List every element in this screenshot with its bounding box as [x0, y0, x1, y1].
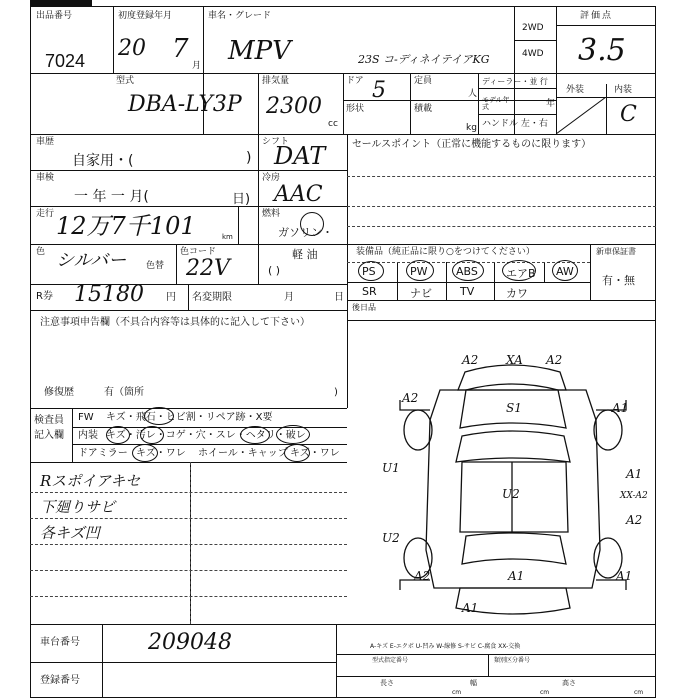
- footer-width: 幅: [470, 679, 477, 687]
- footer-cm-2: cm: [540, 689, 550, 696]
- recycle-value: 15180: [74, 282, 144, 307]
- repair-label: 修復歴: [44, 387, 74, 398]
- diagram-damage-marks: [382, 353, 648, 615]
- equip-aw: AW: [556, 265, 574, 278]
- footer-field2: 類別区分番号: [494, 657, 531, 664]
- drive-2wd: 2WD: [522, 23, 544, 33]
- circle-int-wear: [240, 426, 270, 444]
- reg-label: 初度登録年月: [118, 11, 173, 21]
- svg-text:S1: S1: [506, 401, 522, 415]
- inspector-r3b-head: ホイール・キャップ: [198, 448, 288, 459]
- inspect-value: 一 年 一 月(: [74, 189, 149, 205]
- footer-height: 高さ: [562, 679, 576, 687]
- circle-int-scratch: [106, 426, 130, 444]
- ac-label: 冷房: [262, 173, 281, 183]
- dealer-label: ディーラー・並 行: [482, 77, 548, 86]
- color-label: 色: [36, 247, 46, 257]
- svg-text:A2: A2: [414, 569, 431, 583]
- month-unit: 月: [192, 61, 202, 71]
- fuel-diesel: 軽 油: [292, 248, 318, 261]
- fuel-paren: ( ): [268, 264, 281, 277]
- exterior-slash: [556, 97, 606, 134]
- doors-value: 5: [372, 78, 386, 103]
- model-label: 型式: [116, 76, 135, 86]
- inspector-r1: キズ・飛石・ヒビ割・リペア跡・X要: [106, 412, 273, 423]
- drive-4wd: 4WD: [522, 49, 544, 59]
- svg-text:A1: A1: [626, 467, 643, 481]
- circle-mirror: [132, 444, 158, 462]
- history-value: 自家用・(: [72, 153, 134, 169]
- svg-text:A2: A2: [462, 353, 479, 367]
- circle-airbag: [502, 260, 536, 281]
- equip-tv: TV: [460, 285, 475, 298]
- inspector-r2: キズ・汚レ・コゲ・穴・スレ・ヘタリ・破レ: [106, 430, 306, 441]
- equip-pw: PW: [410, 265, 428, 278]
- year-unit: 年: [546, 99, 556, 109]
- circle-pw: [406, 260, 434, 281]
- legend: A-キズ E-エクボ U-凹み W-線修 S-サビ C-腐食 XX-交換: [370, 643, 521, 650]
- equip-abs: ABS: [456, 265, 478, 278]
- circle-ps: [358, 261, 384, 281]
- equip-navi: ナビ: [410, 287, 432, 300]
- note-2: 下廻りサビ: [40, 498, 116, 516]
- shift-label: シフト: [262, 137, 290, 147]
- capacity-label: 定員: [414, 76, 433, 86]
- inspector-label: 検査員 記入欄: [34, 415, 64, 441]
- mileage-label: 走行: [36, 209, 55, 219]
- svg-text:A1: A1: [508, 569, 525, 583]
- circle-abs: [452, 260, 484, 281]
- yen-label: 円: [166, 292, 176, 303]
- model-year-label: モデル年式: [482, 96, 510, 111]
- circle-chip: [144, 407, 174, 425]
- repair-close: ): [334, 387, 338, 398]
- model-value: DBA-LY3P: [128, 92, 242, 117]
- interior-score: C: [620, 102, 637, 127]
- color-code: 22V: [186, 256, 230, 281]
- svg-text:U2: U2: [502, 487, 520, 501]
- equip-sr: SR: [362, 285, 377, 298]
- svg-text:A1: A1: [612, 401, 629, 415]
- nc-month: 月: [284, 292, 294, 303]
- caution-label: 注意事項申告欄（不具合内容等は具体的に記入して下さい）: [40, 317, 310, 328]
- load-unit: kg: [466, 123, 477, 133]
- svg-text:A2: A2: [546, 353, 563, 367]
- inspector-r1-head: FW: [78, 412, 94, 423]
- header-black-tab: [30, 0, 92, 7]
- note-1: Rスポイアキセ: [40, 472, 141, 490]
- svg-text:U2: U2: [382, 531, 400, 545]
- color-change-label: 色替: [146, 261, 165, 271]
- ac-value: AAC: [274, 182, 323, 207]
- name-change-label: 名変期限: [192, 292, 232, 303]
- svg-text:XA: XA: [506, 353, 523, 367]
- disp-label: 排気量: [262, 76, 290, 86]
- name-label: 車名・グレード: [208, 11, 272, 21]
- km-unit: km: [222, 233, 233, 241]
- inspect-day: 日): [232, 192, 251, 207]
- car-diagram: [370, 350, 670, 625]
- color-code-label: 色コード: [180, 247, 217, 257]
- circle-wheel: [284, 444, 310, 462]
- sales-label: セールスポイント（正常に機能するものに限ります）: [352, 139, 592, 150]
- svg-text:XX-A2: XX-A2: [620, 491, 648, 501]
- footer-field1: 型式指定番号: [372, 657, 409, 664]
- equip-ps: PS: [362, 265, 376, 278]
- nc-day: 日: [334, 292, 344, 303]
- history-label: 車歴: [36, 137, 55, 147]
- load-label: 積載: [414, 104, 433, 114]
- later-label: 後日品: [352, 303, 376, 312]
- inspect-label: 車検: [36, 173, 55, 183]
- equip-airbag: エアB: [506, 267, 536, 280]
- lot-number: 7024: [45, 51, 86, 71]
- note-3: 各キズ凹: [40, 524, 100, 542]
- svg-text:U1: U1: [382, 461, 400, 475]
- circle-int-sag: [276, 425, 310, 444]
- shift-value: DAT: [274, 142, 326, 170]
- spare-label: 新車保証書: [596, 247, 636, 256]
- chassis-value: 209048: [148, 630, 232, 655]
- chassis-label: 車台番号: [40, 637, 80, 648]
- capacity-unit: 人: [468, 89, 478, 99]
- door-label: ドア: [346, 76, 364, 86]
- interior-label: 内装: [614, 85, 633, 95]
- inspector-r2-head: 内装: [78, 430, 98, 441]
- footer-cm-3: cm: [634, 689, 644, 696]
- color-value: シルバー: [56, 250, 127, 271]
- svg-text:A2: A2: [626, 513, 643, 527]
- displacement: 2300: [266, 94, 322, 119]
- score-label: 評価点: [580, 11, 614, 21]
- svg-text:A1: A1: [616, 569, 633, 583]
- footer-cm-1: cm: [452, 689, 462, 696]
- equip-leather: カワ: [506, 287, 528, 300]
- svg-text:A2: A2: [402, 391, 419, 405]
- fuel-gas-circle: [300, 212, 324, 236]
- reg-year: 20: [118, 36, 146, 61]
- handle-label: ハンドル 左・右: [482, 119, 548, 129]
- fuel-gas: ガソリン・: [278, 226, 333, 239]
- recycle-label: R券: [36, 291, 53, 302]
- exterior-label: 外装: [566, 85, 585, 95]
- disp-unit: cc: [328, 119, 338, 129]
- history-close: ): [246, 150, 252, 166]
- grade: 23S コ-ディネイテイアKG: [358, 53, 490, 66]
- repair-value: 有（箇所: [104, 387, 144, 398]
- fuel-label: 燃料: [262, 209, 281, 219]
- inspector-r3: キズ・ワレ: [136, 448, 186, 459]
- score: 3.5: [578, 33, 626, 68]
- circle-int-dirt: [140, 426, 164, 444]
- spare-value: 有・無: [602, 274, 635, 287]
- reg-no-label: 登録番号: [40, 675, 80, 686]
- shape-label: 形状: [346, 104, 365, 114]
- inspector-r3b: キズ・ワレ: [290, 448, 340, 459]
- circle-aw: [552, 260, 578, 281]
- lot-label: 出品番号: [36, 11, 73, 21]
- inspector-r3-head: ドアミラー: [78, 448, 128, 459]
- car-name: MPV: [228, 36, 291, 66]
- footer-length: 長さ: [380, 679, 394, 687]
- equipment-label: 装備品（純正品に限り○をつけてください）: [356, 247, 535, 257]
- svg-text:A1: A1: [462, 601, 479, 615]
- reg-month: 7: [172, 34, 189, 64]
- mileage-value: 12万7千101: [56, 212, 196, 240]
